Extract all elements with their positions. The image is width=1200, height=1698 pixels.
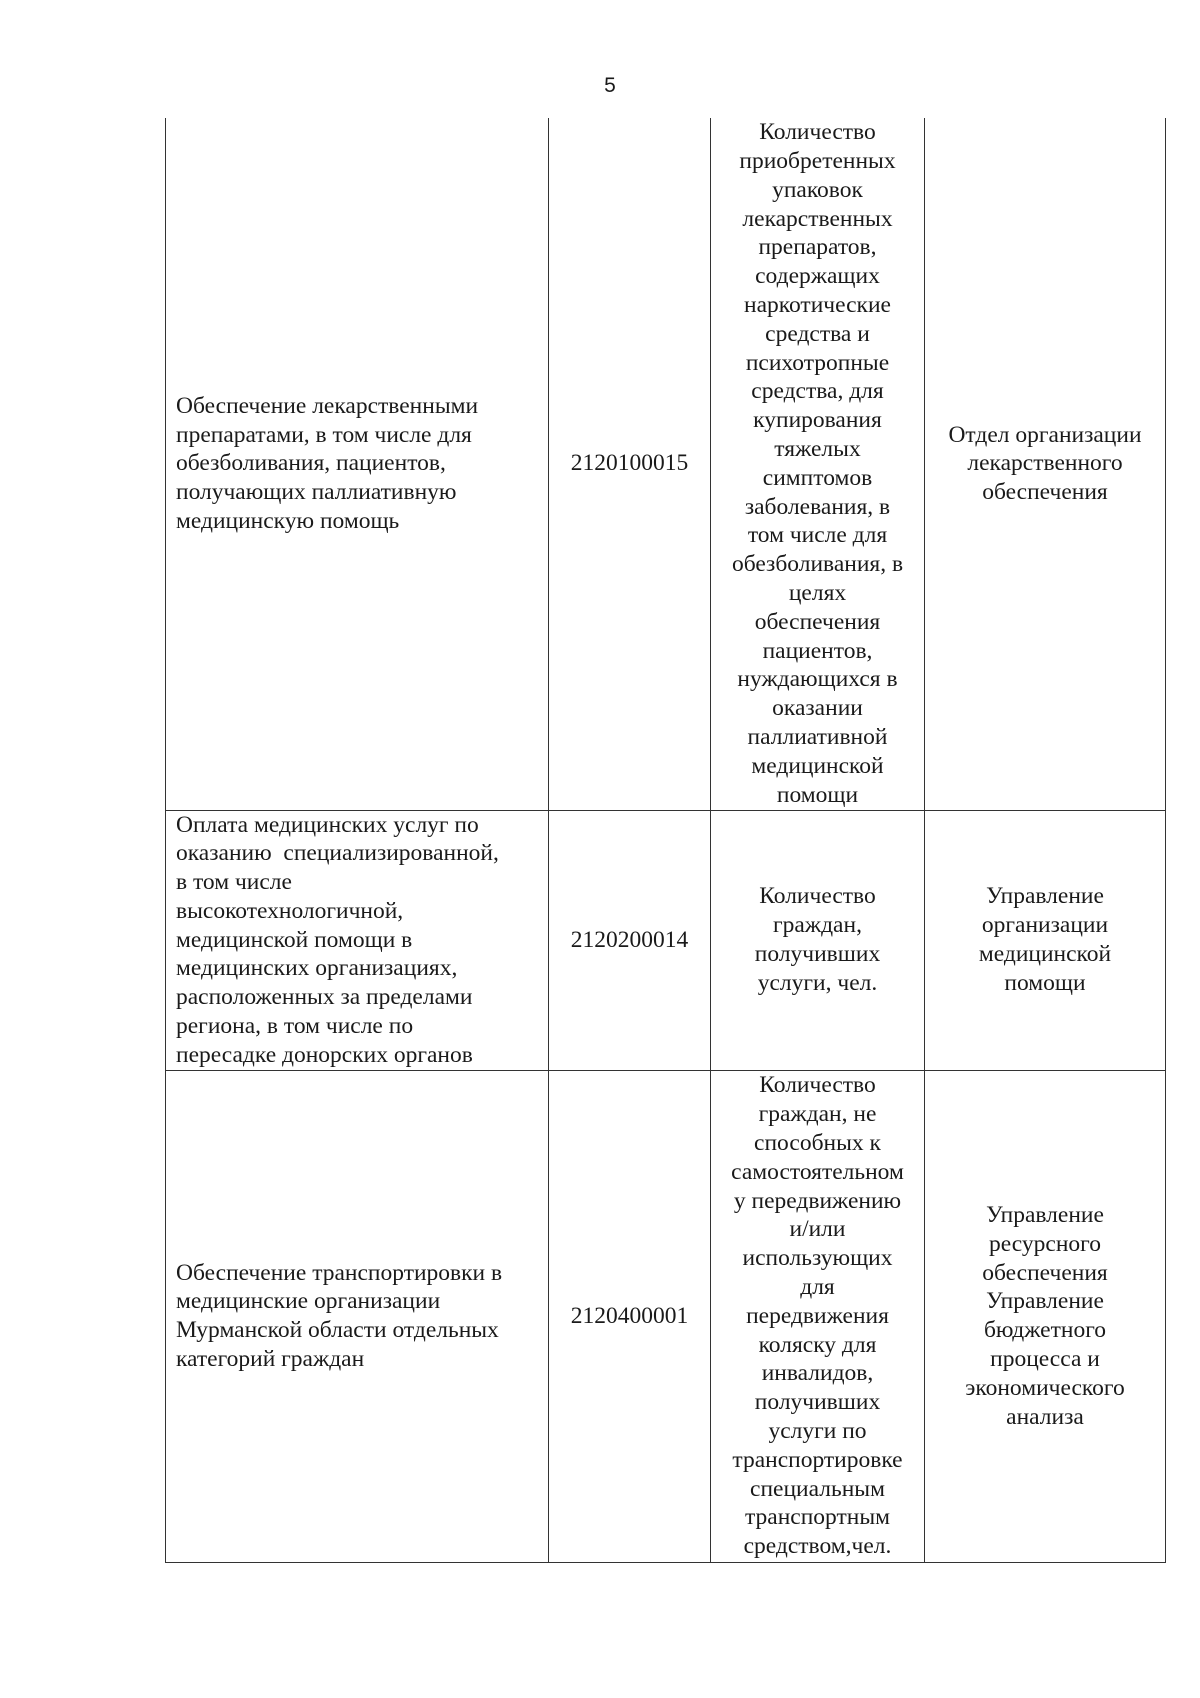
text-line: приобретенных [739, 147, 896, 174]
text-line: обеспечения [982, 479, 1108, 506]
text-line: использующих [742, 1245, 893, 1272]
text-line: содержащих [755, 263, 880, 290]
responsible-cell [925, 1070, 1166, 1562]
text-line: транспортировке [732, 1446, 903, 1473]
text-line: процесса и [990, 1345, 1100, 1372]
text-line: помощи [1004, 969, 1086, 996]
text-line: психотропные [745, 349, 890, 376]
text-line: Управление [986, 1288, 1104, 1315]
text-line: средства и [765, 320, 870, 347]
text-line: тяжелых [774, 435, 861, 462]
text-line: препаратов, [758, 234, 877, 261]
text-line: анализа [1006, 1403, 1084, 1430]
text-line: Оплата медицинских услуг по [176, 811, 479, 838]
text-line: медицинских организациях, [176, 955, 458, 982]
text-line: категорий граждан [176, 1345, 365, 1372]
text-line: симптомов [762, 464, 873, 491]
text-line: высокотехнологичной, [176, 897, 404, 924]
text-line: препаратами, в том числе для [176, 421, 472, 448]
text-line: специальным [750, 1475, 885, 1502]
text-line: Обеспечение транспортировки в [176, 1259, 503, 1286]
text-line: помощи [776, 781, 859, 808]
text-line: ресурсного [989, 1230, 1101, 1257]
code-cell [549, 1070, 711, 1562]
text-line: заболевания, в [744, 493, 891, 520]
text-line: Мурманской области отдельных [176, 1317, 499, 1344]
text-line: получающих паллиативную [176, 479, 457, 506]
indicator-cell [711, 1070, 925, 1562]
text-line: оказании [772, 695, 863, 722]
text-line: граждан, [773, 912, 862, 939]
text-line: Отдел организации [948, 421, 1142, 448]
text-line: и/или [789, 1216, 846, 1243]
table-row [166, 118, 1166, 810]
text-line: медицинской помощи в [176, 926, 413, 953]
text-line: Обеспечение лекарственными [176, 392, 479, 419]
text-line: организации [981, 912, 1109, 939]
table-row [166, 810, 1166, 1070]
code-cell [549, 810, 711, 1070]
text-line: средством,чел. [743, 1533, 892, 1560]
text-line: обезболивания, в [731, 551, 904, 578]
indicator-cell [711, 810, 925, 1070]
code-value: 2120200014 [570, 926, 689, 953]
measure-name-cell [166, 118, 549, 810]
text-line: у передвижению [733, 1187, 902, 1214]
text-line: Управление [986, 883, 1104, 910]
text-line: способных к [754, 1129, 881, 1156]
responsible-cell [925, 810, 1166, 1070]
table-row [166, 1070, 1166, 1562]
page-number: 5 [604, 74, 616, 97]
text-line: нуждающихся в [737, 666, 898, 693]
text-line: получивших [754, 1389, 881, 1416]
text-line: получивших [754, 941, 881, 968]
text-line: купирования [753, 407, 882, 434]
text-line: медицинской [751, 752, 884, 779]
text-line: услуги, чел. [757, 969, 878, 996]
text-line: упаковок [772, 176, 863, 203]
code-value: 2120100015 [570, 450, 689, 477]
text-line: медицинскую помощь [176, 507, 400, 534]
text-line: оказанию специализированной, [176, 840, 499, 867]
measure-name-cell [166, 810, 549, 1070]
code-cell [549, 118, 711, 810]
text-line: пересадке донорских органов [176, 1041, 473, 1068]
text-line: услуги по [768, 1417, 867, 1444]
text-line: паллиативной [747, 723, 888, 750]
text-line: Количество [759, 883, 876, 910]
text-line: коляску для [758, 1331, 877, 1358]
text-line: бюджетного [983, 1317, 1107, 1344]
text-line: Количество [759, 119, 876, 146]
text-line: пациентов, [762, 637, 873, 664]
text-line: передвижения [746, 1302, 889, 1329]
text-line: средства, для [751, 378, 884, 405]
text-line: обезболивания, пациентов, [176, 450, 446, 477]
text-line: обеспечения [754, 608, 881, 635]
text-line: медицинские организации [176, 1288, 441, 1315]
text-line: экономического [965, 1374, 1125, 1401]
responsible-cell [925, 118, 1166, 810]
text-line: для [800, 1273, 835, 1300]
text-line: граждан, не [758, 1101, 877, 1128]
indicator-cell [711, 118, 925, 810]
code-value: 2120400001 [570, 1302, 689, 1329]
text-line: региона, в том числе по [176, 1013, 414, 1040]
text-line: медицинской [978, 941, 1112, 968]
text-line: лекарственных [742, 205, 893, 232]
text-line: инвалидов, [761, 1360, 874, 1387]
text-line: расположенных за пределами [176, 984, 473, 1011]
text-line: том числе для [747, 522, 888, 549]
text-line: лекарственного [967, 450, 1123, 477]
measure-name-cell [166, 1070, 549, 1562]
text-line: транспортным [744, 1504, 891, 1531]
measures-table [165, 118, 1166, 1563]
text-line: Количество [759, 1072, 876, 1099]
text-line: в том числе [176, 869, 292, 896]
text-line: наркотические [744, 291, 891, 318]
text-line: самостоятельном [731, 1158, 904, 1185]
text-line: целях [788, 579, 847, 606]
text-line: обеспечения [982, 1259, 1108, 1286]
text-line: Управление [986, 1201, 1104, 1228]
